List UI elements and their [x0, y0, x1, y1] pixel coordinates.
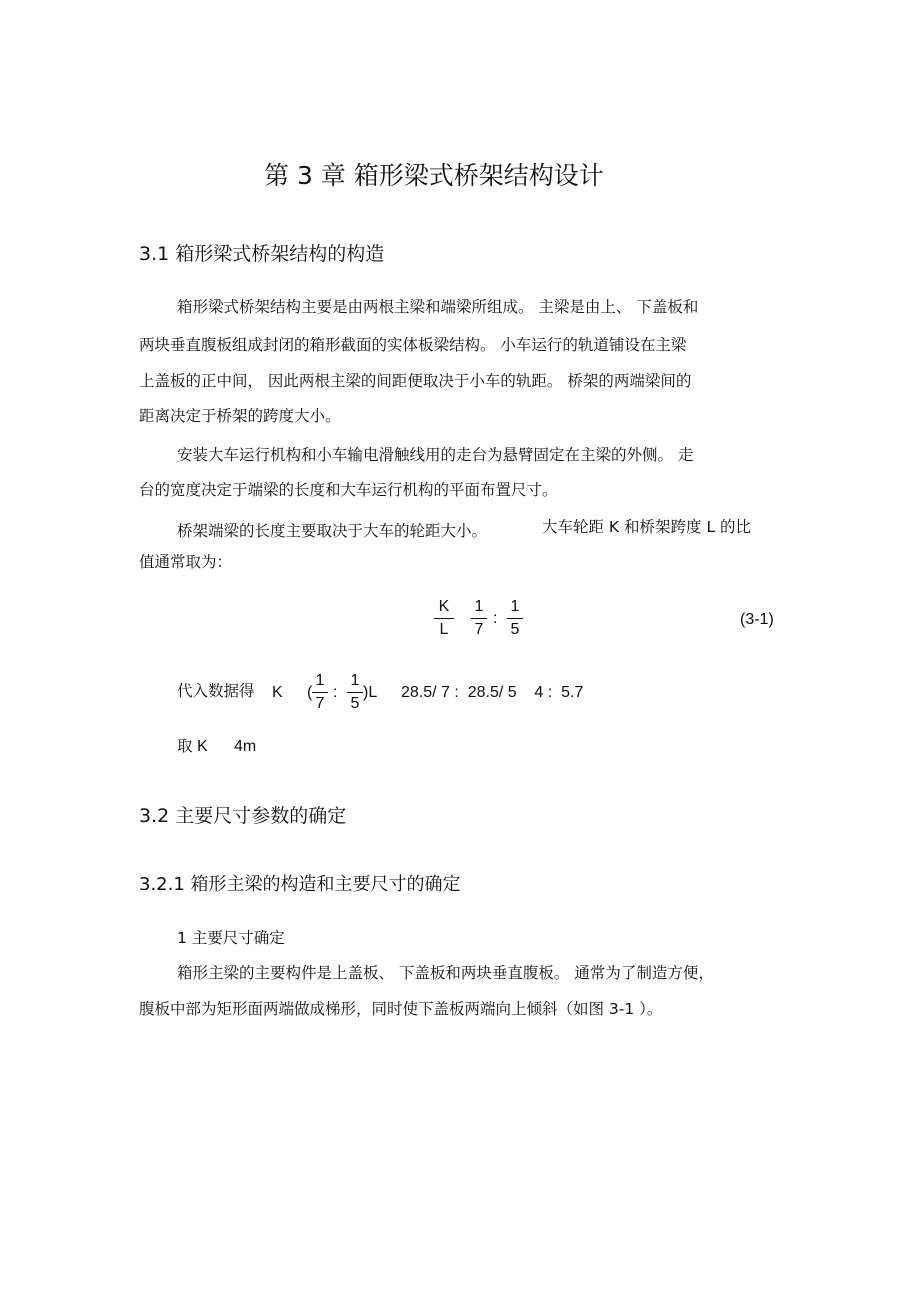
- fraction-numerator: 1: [474, 598, 484, 615]
- paragraph-1-line-2: 两块垂直腹板组成封闭的箱形截面的实体板梁结构。 小车运行的轨道铺设在主梁: [139, 336, 687, 354]
- paragraph-2-line-2: 台的宽度决定于端梁的长度和大车运行机构的平面布置尺寸。: [139, 481, 558, 499]
- fraction-denominator: 7: [474, 621, 484, 638]
- equation-2-open-paren: (: [307, 684, 313, 701]
- fraction-denominator: 5: [510, 621, 520, 638]
- fraction-bar: [347, 692, 363, 693]
- equation-2-colon: :: [333, 684, 338, 701]
- fraction-numerator: 1: [350, 672, 360, 689]
- section-heading-3-1: 3.1 箱形梁式桥架结构的构造: [139, 243, 385, 265]
- subsection-heading-1: 1 主要尺寸确定: [177, 929, 285, 947]
- equation-1-fraction-1-5: [507, 598, 523, 639]
- fraction-denominator: 5: [350, 695, 360, 712]
- fraction-numerator: 1: [510, 598, 520, 615]
- paragraph-3-line-1a: 桥架端梁的长度主要取决于大车的轮距大小。: [177, 522, 488, 540]
- subsection-paragraph-line-1: 箱形主梁的主要构件是上盖板、 下盖板和两块垂直腹板。 通常为了制造方便，: [177, 964, 714, 982]
- result-k: K: [197, 738, 208, 755]
- equation-1-colon: :: [493, 610, 498, 627]
- equation-1-fraction-k-over-l: [434, 598, 454, 639]
- equation-1-fraction-1-7: [471, 598, 487, 639]
- paragraph-3-line-2: 值通常取为：: [139, 553, 233, 571]
- fraction-numerator: K: [438, 598, 450, 615]
- section-heading-3-2-1: 3.2.1 箱形主梁的构造和主要尺寸的确定: [139, 874, 461, 895]
- subsection-paragraph-line-2: 腹板中部为矩形面两端做成梯形，同时使下盖板两端向上倾斜（如图 3-1 ）。: [139, 1000, 663, 1018]
- fraction-bar: [507, 618, 523, 619]
- equation-2-prefix: 代入数据得: [177, 682, 255, 700]
- fraction-denominator: L: [439, 621, 449, 638]
- fraction-bar: [471, 618, 487, 619]
- paragraph-2-line-1: 安装大车运行机构和小车输电滑触线用的走台为悬臂固定在主梁的外侧。 走: [177, 446, 694, 464]
- equation-2-values: 28.5/ 7 : 28.5/ 5 4 : 5.7: [401, 684, 584, 701]
- equation-2-fraction-1-5: [347, 672, 363, 713]
- paragraph-1-line-4: 距离决定于桥架的跨度大小。: [139, 407, 341, 425]
- paragraph-3-line-1b: 大车轮距 K 和桥架跨度 L 的比: [542, 518, 752, 536]
- equation-2-fraction-1-7: [312, 672, 328, 713]
- equation-1-number: (3-1): [740, 611, 774, 628]
- fraction-numerator: 1: [315, 672, 325, 689]
- fraction-denominator: 7: [315, 695, 325, 712]
- fraction-bar: [434, 618, 454, 619]
- fraction-bar: [312, 692, 328, 693]
- equation-2-k: K: [272, 684, 283, 701]
- result-prefix: 取: [177, 737, 193, 755]
- chapter-title: 第 3 章 箱形梁式桥架结构设计: [264, 161, 604, 190]
- equation-2-close-paren-l: )L: [363, 684, 378, 701]
- result-value: 4m: [234, 738, 257, 755]
- paragraph-1-line-3: 上盖板的正中间， 因此两根主梁的间距便取决于小车的轨距。 桥架的两端梁间的: [139, 372, 692, 390]
- section-heading-3-2: 3.2 主要尺寸参数的确定: [139, 805, 347, 827]
- paragraph-1-line-1: 箱形梁式桥架结构主要是由两根主梁和端梁所组成。 主梁是由上、 下盖板和: [177, 298, 699, 316]
